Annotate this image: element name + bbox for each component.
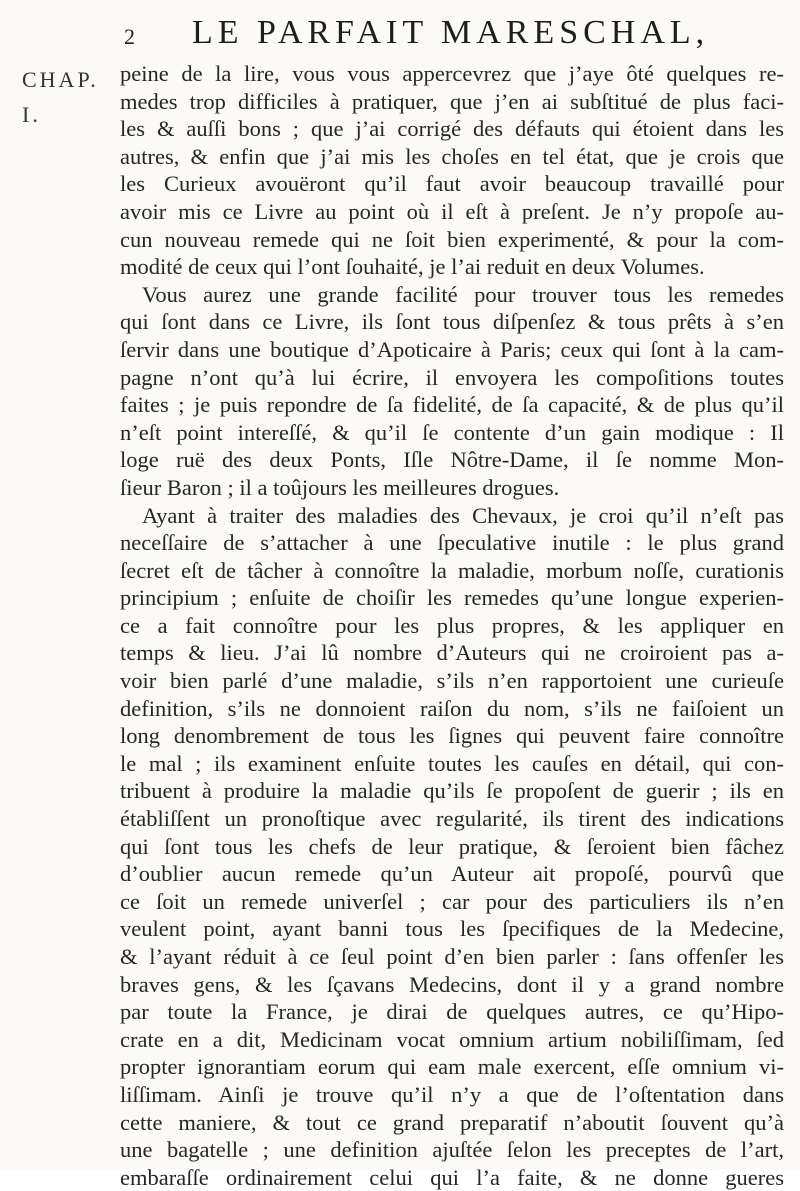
text-line: Vous aurez une grande facilité pour trouver tous les remedes (142, 281, 784, 307)
running-title: LE PARFAIT MARESCHAL, (192, 14, 710, 51)
text-line: qui ſont dans ce Livre, ils ſont tous diſpenſez & tous prêts à s’en (120, 309, 784, 335)
text-line: par toute la France, je dirai de quelques autres, ce qu’Hipo- (120, 999, 784, 1025)
text-line: crate en a dit, Medicinam vocat omnium artium nobiliſſimam, ſed (120, 1026, 784, 1052)
text-line: qui ſont tous les chefs de leur pratique, & ſeroient bien fâchez (120, 833, 784, 859)
chapter-number: I. (22, 102, 41, 127)
text-line: definition, s’ils ne donnoient raiſon du nom, s’ils ne faiſoient un (120, 695, 784, 721)
text-line: d’oublier aucun remede qu’un Auteur ait propoſé, pourvû que (120, 861, 784, 887)
text-line: le mal ; ils examinent enſuite toutes les cauſes en détail, qui con- (120, 750, 784, 776)
chapter-label: CHAP. (22, 67, 99, 92)
text-line: ce a fait connoître pour les plus propres, & les appliquer en (120, 612, 784, 638)
text-line: pagne n’ont qu’à lui écrire, il envoyera les compoſitions toutes (120, 364, 784, 390)
text-line: temps & lieu. J’ai lû nombre d’Auteurs qui ne croiroient pas a- (120, 640, 784, 666)
text-line: braves gens, & les ſçavans Medecins, dont il y a grand nombre (120, 971, 784, 997)
text-line: long denombrement de tous les ſignes qui peuvent faire connoître (120, 723, 784, 749)
page-number: 2 (124, 24, 135, 49)
text-line: veulent point, ayant banni tous les ſpecifiques de la Medecine, (120, 916, 784, 942)
text-line: neceſſaire de s’attacher à une ſpeculative inutile : le plus grand (120, 530, 784, 556)
text-line: faites ; je puis repondre de ſa fidelité, de ſa capacité, & de plus qu’il (120, 392, 784, 418)
text-line: n’eſt point intereſſé, & qu’il ſe contente d’un gain modique : Il (120, 419, 784, 445)
text-line: une bagatelle ; une definition ajuſtée ſelon les preceptes de l’art, (120, 1137, 784, 1163)
text-line: cun nouveau remede qui ne ſoit bien experimenté, & pour la com- (120, 226, 784, 252)
text-line: cette maniere, & tout ce grand preparatif n’aboutit ſouvent qu’à (120, 1109, 784, 1135)
text-line: ſecret eſt de tâcher à connoître la maladie, morbum noſſe, curationis (120, 557, 784, 583)
text-line: ce ſoit un remede univerſel ; car pour des particuliers ils n’en (120, 888, 784, 914)
text-line: les Curieux avouëront qu’il faut avoir beaucoup travaillé pour (120, 171, 784, 197)
text-line: voir bien parlé d’une maladie, s’ils n’en rapportoient une curieuſe (120, 668, 784, 694)
body-text (120, 60, 784, 1191)
text-line: peine de la lire, vous vous appercevrez que j’aye ôté quelques re- (120, 61, 784, 86)
text-line: ſieur Baron ; il a toûjours les meilleures drogues. (120, 474, 560, 500)
text-line: les & auſſi bons ; que j’ai corrigé des défauts qui étoient dans les (120, 116, 784, 142)
chapter-margin-note (22, 62, 99, 132)
text-line: établiſſent un pronoſtique avec regularité, ils tirent des indications (120, 806, 784, 832)
text-line: medes trop difficiles à pratiquer, que j’en ai subſtitué de plus faci- (120, 88, 784, 114)
text-line: modité de ceux qui l’ont ſouhaité, je l’ai reduit en deux Volumes. (120, 254, 705, 280)
text-line: & l’ayant réduit à ce ſeul point d’en bien parler : ſans offenſer les (120, 944, 784, 969)
text-line: embaraſſe ordinairement celui qui l’a faite, & ne donne gueres (120, 1164, 784, 1190)
text-line: principium ; enſuite de choiſir les remedes qu’une longue experien- (120, 585, 784, 611)
text-line: Ayant à traiter des maladies des Chevaux, je croi qu’il n’eſt pas (142, 502, 784, 528)
text-line: liſſimam. Ainſi je trouve qu’il n’y a que de l’oſtentation dans (120, 1081, 784, 1107)
text-line: avoir mis ce Livre au point où il eſt à preſent. Je n’y propoſe au- (120, 198, 784, 224)
text-line: autres, & enfin que j’ai mis les choſes en tel état, que je crois que (120, 143, 784, 169)
text-line: tribuent à produire la maladie qu’ils ſe propoſent de guerir ; ils en (120, 778, 784, 804)
text-line: propter ignorantiam eorum qui eam male exercent, eſſe omnium vi- (120, 1054, 784, 1080)
text-line: loge ruë des deux Ponts, Iſle Nôtre-Dame, il ſe nomme Mon- (120, 447, 784, 473)
text-line: ſervir dans une boutique d’Apoticaire à Paris; ceux qui ſont à la cam- (120, 336, 784, 362)
